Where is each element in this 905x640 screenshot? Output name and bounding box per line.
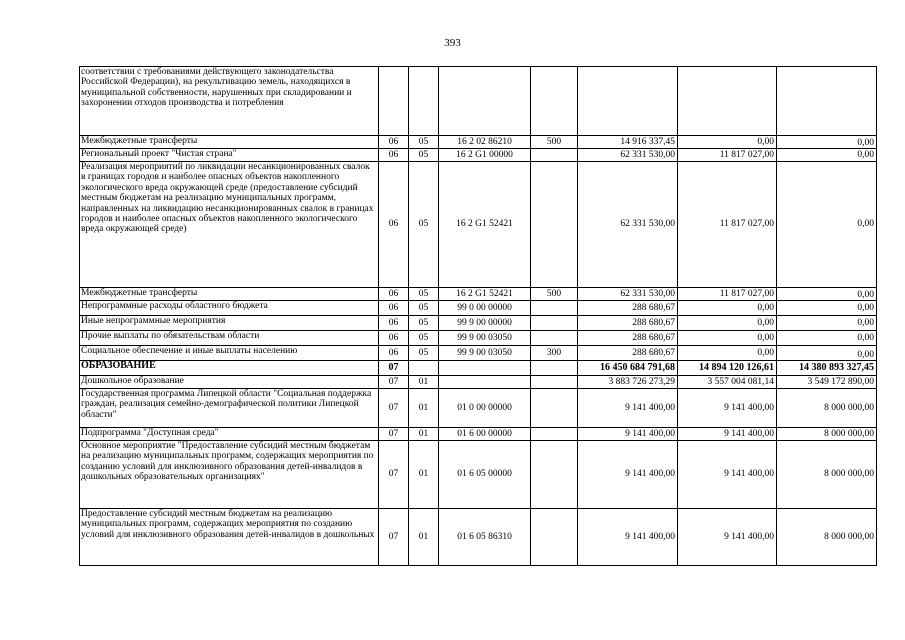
cell-section: 06 xyxy=(379,162,409,288)
table-row xyxy=(80,316,877,331)
cell-amount-year1: 9 141 400,00 xyxy=(578,509,678,566)
cell-amount-year3: 14 380 893 327,45 xyxy=(777,361,877,376)
table-row xyxy=(80,428,877,441)
cell-amount-year2: 11 817 027,00 xyxy=(678,288,777,301)
cell-amount-year3: 3 549 172 890,00 xyxy=(777,376,877,389)
cell-amount-year3: 0,00 xyxy=(777,136,877,149)
table-row xyxy=(80,288,877,301)
cell-subsection: 05 xyxy=(409,316,439,331)
cell-target-item: 16 2 02 86210 xyxy=(439,136,531,149)
cell-name: Прочие выплаты по обязательствам области xyxy=(80,331,379,346)
cell-expense-type xyxy=(531,428,578,441)
cell-target-item xyxy=(439,67,531,136)
cell-amount-year1: 288 680,67 xyxy=(578,301,678,316)
cell-target-item: 16 2 G1 52421 xyxy=(439,288,531,301)
cell-amount-year1: 288 680,67 xyxy=(578,346,678,361)
cell-name: Государственная программа Липецкой области "Социальная поддержка граждан, реализация семейно-демографической политики Липецкой области" xyxy=(80,389,379,428)
cell-target-item: 01 6 00 00000 xyxy=(439,428,531,441)
cell-amount-year1: 16 450 684 791,68 xyxy=(578,361,678,376)
cell-amount-year1: 62 331 530,00 xyxy=(578,149,678,162)
cell-section: 06 xyxy=(379,331,409,346)
table-row xyxy=(80,67,877,136)
cell-amount-year2: 11 817 027,00 xyxy=(678,162,777,288)
cell-expense-type xyxy=(531,331,578,346)
cell-amount-year3: 0,00 xyxy=(777,331,877,346)
cell-amount-year3: 0,00 xyxy=(777,162,877,288)
cell-name: Предоставление субсидий местным бюджетам на реализацию муниципальных программ, содержащих мероприятия по созданию условий для инклюзивного образования детей-инвалидов в дошкольных xyxy=(80,509,379,566)
cell-section: 06 xyxy=(379,316,409,331)
cell-subsection xyxy=(409,67,439,136)
cell-amount-year2: 14 894 120 126,61 xyxy=(678,361,777,376)
cell-section: 06 xyxy=(379,301,409,316)
cell-expense-type xyxy=(531,361,578,376)
cell-section: 06 xyxy=(379,136,409,149)
cell-expense-type xyxy=(531,389,578,428)
cell-section: 07 xyxy=(379,509,409,566)
cell-subsection: 01 xyxy=(409,509,439,566)
cell-amount-year1: 288 680,67 xyxy=(578,331,678,346)
cell-amount-year1 xyxy=(578,67,678,136)
cell-section: 06 xyxy=(379,346,409,361)
cell-subsection: 05 xyxy=(409,149,439,162)
cell-amount-year1: 9 141 400,00 xyxy=(578,441,678,509)
table-row xyxy=(80,509,877,566)
cell-expense-type: 500 xyxy=(531,288,578,301)
cell-amount-year1: 9 141 400,00 xyxy=(578,428,678,441)
cell-amount-year3: 0,00 xyxy=(777,346,877,361)
cell-target-item: 99 0 00 00000 xyxy=(439,301,531,316)
cell-section: 06 xyxy=(379,149,409,162)
cell-subsection: 01 xyxy=(409,428,439,441)
cell-amount-year1: 14 916 337,45 xyxy=(578,136,678,149)
cell-subsection: 05 xyxy=(409,301,439,316)
cell-amount-year3: 8 000 000,00 xyxy=(777,428,877,441)
table-row xyxy=(80,441,877,509)
cell-target-item: 16 2 G1 52421 xyxy=(439,162,531,288)
cell-section: 07 xyxy=(379,376,409,389)
cell-amount-year2: 11 817 027,00 xyxy=(678,149,777,162)
cell-subsection xyxy=(409,361,439,376)
cell-section: 07 xyxy=(379,441,409,509)
cell-subsection: 05 xyxy=(409,331,439,346)
cell-section: 07 xyxy=(379,361,409,376)
cell-amount-year2 xyxy=(678,67,777,136)
cell-subsection: 01 xyxy=(409,441,439,509)
cell-name: Межбюджетные трансферты xyxy=(80,136,379,149)
cell-amount-year2: 0,00 xyxy=(678,316,777,331)
cell-name: Дошкольное образование xyxy=(80,376,379,389)
cell-expense-type xyxy=(531,162,578,288)
cell-name: Региональный проект "Чистая страна" xyxy=(80,149,379,162)
cell-name: Основное мероприятие "Предоставление субсидий местным бюджетам на реализацию муниципальных программ, содержащих мероприятия по созданию условий для инклюзивного образования детей-инвалидов в дошкольных образовательных организациях" xyxy=(80,441,379,509)
cell-subsection: 05 xyxy=(409,288,439,301)
cell-amount-year3: 8 000 000,00 xyxy=(777,389,877,428)
cell-subsection: 01 xyxy=(409,389,439,428)
cell-name: соответствии с требованиями действующего законодательства Российской Федерации), на рекультивацию земель, находящихся в муниципальной собственности, нарушенных при складировании и захоронении отходов производства и потребления xyxy=(80,67,379,136)
cell-amount-year1: 62 331 530,00 xyxy=(578,162,678,288)
cell-amount-year2: 9 141 400,00 xyxy=(678,441,777,509)
cell-amount-year3: 0,00 xyxy=(777,301,877,316)
cell-name: Подпрограмма "Доступная среда" xyxy=(80,428,379,441)
table-row xyxy=(80,361,877,376)
cell-target-item: 99 9 00 00000 xyxy=(439,316,531,331)
cell-expense-type xyxy=(531,376,578,389)
cell-amount-year2: 0,00 xyxy=(678,301,777,316)
cell-amount-year1: 9 141 400,00 xyxy=(578,389,678,428)
cell-target-item: 16 2 G1 00000 xyxy=(439,149,531,162)
cell-subsection: 05 xyxy=(409,346,439,361)
cell-expense-type: 500 xyxy=(531,136,578,149)
cell-expense-type xyxy=(531,509,578,566)
cell-amount-year3: 0,00 xyxy=(777,149,877,162)
cell-amount-year3: 8 000 000,00 xyxy=(777,509,877,566)
table-row xyxy=(80,331,877,346)
cell-name: ОБРАЗОВАНИЕ xyxy=(80,361,379,376)
cell-subsection: 05 xyxy=(409,136,439,149)
cell-amount-year2: 9 141 400,00 xyxy=(678,428,777,441)
table-row xyxy=(80,149,877,162)
cell-name: Социальное обеспечение и иные выплаты населению xyxy=(80,346,379,361)
table-row xyxy=(80,346,877,361)
cell-name: Межбюджетные трансферты xyxy=(80,288,379,301)
cell-target-item xyxy=(439,361,531,376)
cell-expense-type xyxy=(531,301,578,316)
table-row xyxy=(80,389,877,428)
cell-subsection: 05 xyxy=(409,162,439,288)
cell-target-item: 99 9 00 03050 xyxy=(439,331,531,346)
page-number: 393 xyxy=(444,37,461,49)
cell-section: 07 xyxy=(379,428,409,441)
cell-expense-type xyxy=(531,149,578,162)
cell-target-item xyxy=(439,376,531,389)
cell-name: Иные непрограммные мероприятия xyxy=(80,316,379,331)
cell-expense-type xyxy=(531,316,578,331)
cell-target-item: 01 0 00 00000 xyxy=(439,389,531,428)
cell-amount-year3: 8 000 000,00 xyxy=(777,441,877,509)
cell-section: 07 xyxy=(379,389,409,428)
cell-target-item: 01 6 05 86310 xyxy=(439,509,531,566)
cell-amount-year2: 9 141 400,00 xyxy=(678,389,777,428)
cell-amount-year1: 288 680,67 xyxy=(578,316,678,331)
cell-amount-year2: 0,00 xyxy=(678,136,777,149)
table-row xyxy=(80,162,877,288)
budget-table xyxy=(79,66,877,566)
cell-amount-year2: 0,00 xyxy=(678,331,777,346)
cell-target-item: 99 9 00 03050 xyxy=(439,346,531,361)
cell-amount-year2: 3 557 004 081,14 xyxy=(678,376,777,389)
table-row xyxy=(80,376,877,389)
cell-amount-year1: 3 883 726 273,29 xyxy=(578,376,678,389)
cell-amount-year2: 0,00 xyxy=(678,346,777,361)
cell-amount-year3 xyxy=(777,67,877,136)
cell-amount-year2: 9 141 400,00 xyxy=(678,509,777,566)
cell-expense-type: 300 xyxy=(531,346,578,361)
cell-subsection: 01 xyxy=(409,376,439,389)
cell-amount-year3: 0,00 xyxy=(777,316,877,331)
cell-target-item: 01 6 05 00000 xyxy=(439,441,531,509)
cell-section: 06 xyxy=(379,288,409,301)
cell-expense-type xyxy=(531,441,578,509)
table-row xyxy=(80,136,877,149)
cell-section xyxy=(379,67,409,136)
cell-name: Реализация мероприятий по ликвидации несанкционированных свалок в границах городов и наиболее опасных объектов накопленного экологического вреда окружающей среде (предоставление субсидий местным бюджетам на реализацию муниципальных программ, направленных на ликвидацию несанкционированных свалок в границах городов и наиболее опасных объектов накопленного экологического вреда окружающей среде) xyxy=(80,162,379,288)
cell-amount-year1: 62 331 530,00 xyxy=(578,288,678,301)
table-row xyxy=(80,301,877,316)
cell-expense-type xyxy=(531,67,578,136)
cell-name: Непрограммные расходы областного бюджета xyxy=(80,301,379,316)
cell-amount-year3: 0,00 xyxy=(777,288,877,301)
